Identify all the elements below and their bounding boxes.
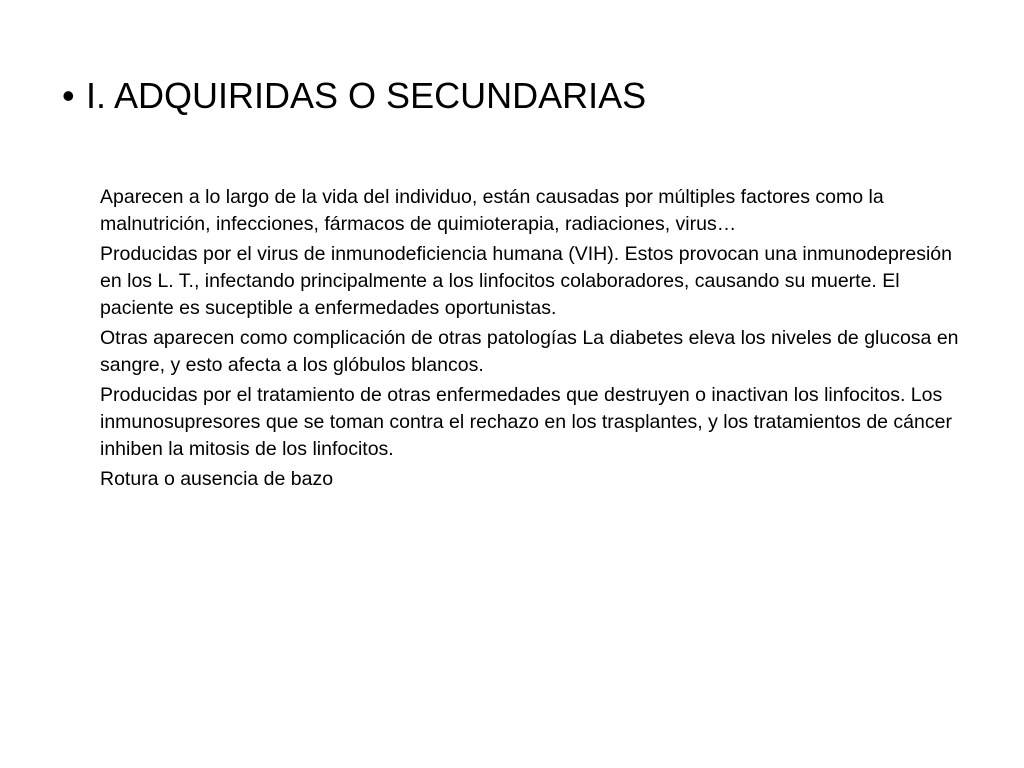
heading-text: I. ADQUIRIDAS O SECUNDARIAS	[86, 75, 647, 116]
heading-bullet: •	[62, 75, 75, 116]
paragraph-list	[100, 184, 970, 496]
paragraph-treatments: Producidas por el tratamiento de otras enfermedades que destruyen o inactivan los linfocitos. Los inmunosupresores que se toman contra el rechazo en los trasplantes, y los tratamientos de cáncer inhiben la mitosis de los linfocitos.	[100, 384, 952, 460]
paragraph-causes: Aparecen a lo largo de la vida del individuo, están causadas por múltiples factores como la malnutrición, infecciones, fármacos de quimioterapia, radiaciones, virus…	[100, 186, 884, 235]
paragraph-complications: Otras aparecen como complicación de otras patologías La diabetes eleva los niveles de glucosa en sangre, y esto afecta a los glóbulos blancos.	[100, 327, 959, 376]
paragraph-vih: Producidas por el virus de inmunodeficiencia humana (VIH). Estos provocan una inmunodepresión en los L. T., infectando principalmente a los linfocitos colaboradores, causando su muerte. El paciente es suceptible a enfermedades oportunistas.	[100, 243, 952, 319]
paragraph-spleen: Rotura o ausencia de bazo	[100, 468, 334, 490]
slide-heading	[62, 74, 646, 118]
